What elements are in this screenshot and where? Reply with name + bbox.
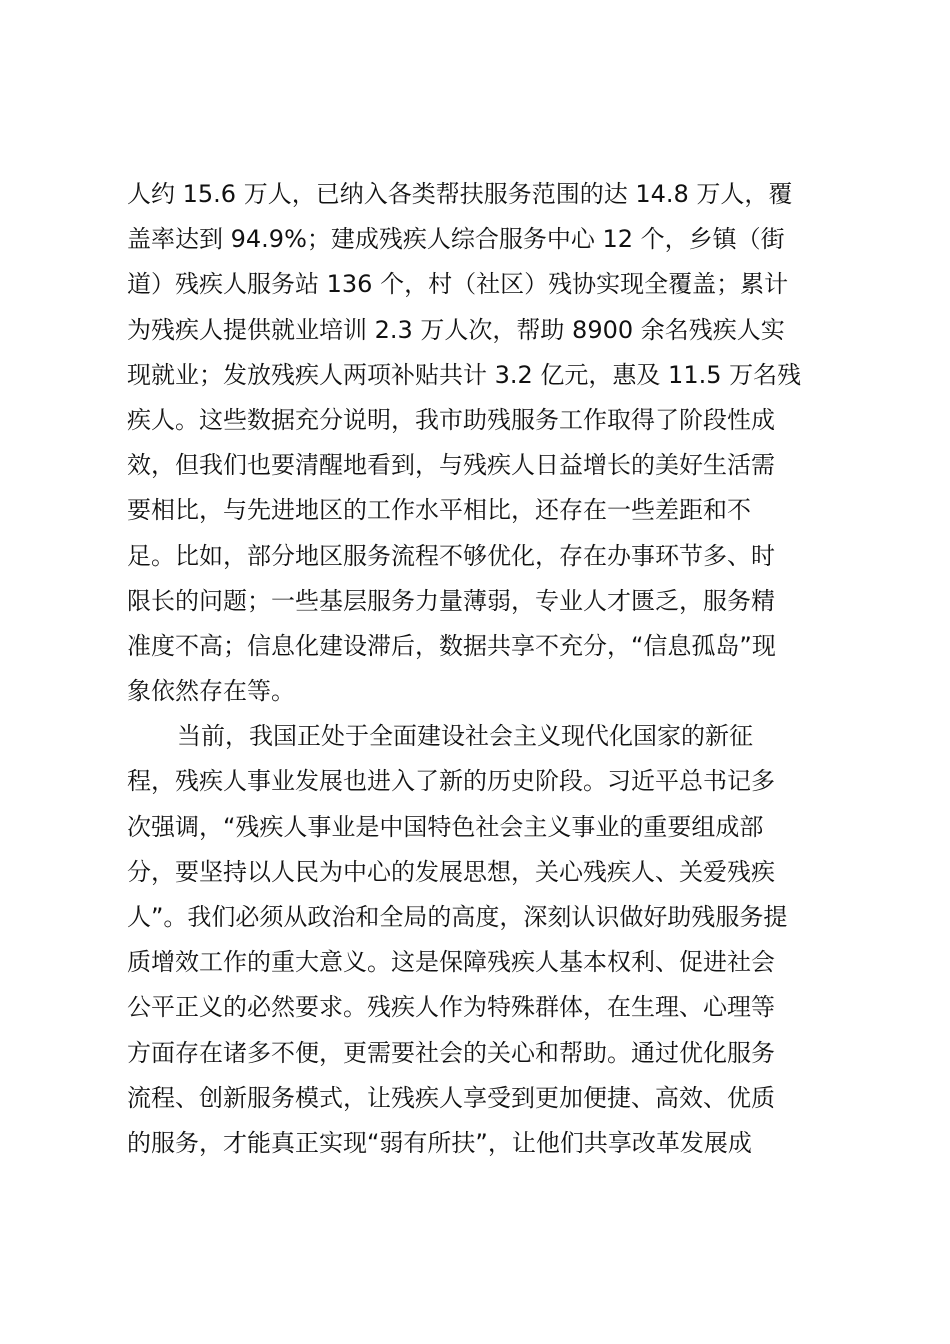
paragraph-line: 人”。我们必须从政治和全局的高度，深刻认识做好助残服务提	[127, 903, 788, 931]
paragraph-line: 要相比，与先进地区的工作水平相比，还存在一些差距和不	[127, 496, 751, 525]
paragraph-line: 疾人。这些数据充分说明，我市助残服务工作取得了阶段性成	[127, 405, 775, 434]
paragraph-line: 限长的问题；一些基层服务力量薄弱，专业人才匮乏，服务精	[127, 586, 775, 615]
paragraph-line: 道）残疾人服务站 136 个，村（社区）残协实现全覆盖；累计	[127, 270, 789, 299]
paragraph-line: 人约 15.6 万人，已纳入各类帮扶服务范围的达 14.8 万人，覆	[127, 180, 793, 208]
paragraph-line: 公平正义的必然要求。残疾人作为特殊群体，在生理、心理等	[127, 993, 775, 1022]
paragraph-line: 流程、创新服务模式，让残疾人享受到更加便捷、高效、优质	[127, 1083, 775, 1112]
paragraph-line: 次强调，“残疾人事业是中国特色社会主义事业的重要组成部	[127, 812, 764, 841]
paragraph-line: 象依然存在等。	[127, 677, 295, 706]
paragraph-line: 方面存在诸多不便，更需要社会的关心和帮助。通过优化服务	[127, 1038, 775, 1067]
paragraph-line: 足。比如，部分地区服务流程不够优化，存在办事环节多、时	[127, 541, 775, 570]
document-body	[127, 172, 839, 1166]
paragraph-line: 准度不高；信息化建设滞后，数据共享不充分，“信息孤岛”现	[127, 631, 776, 660]
paragraph-line: 现就业；发放残疾人两项补贴共计 3.2 亿元，惠及 11.5 万名残	[127, 360, 802, 389]
paragraph-line: 当前，我国正处于全面建设社会主义现代化国家的新征	[177, 722, 753, 751]
paragraph-line: 为残疾人提供就业培训 2.3 万人次，帮助 8900 余名残疾人实	[127, 315, 785, 344]
paragraph-line: 效，但我们也要清醒地看到，与残疾人日益增长的美好生活需	[127, 451, 775, 480]
paragraph-line: 的服务，才能真正实现“弱有所扶”，让他们共享改革发展成	[127, 1128, 752, 1157]
paragraph-line: 分，要坚持以人民为中心的发展思想，关心残疾人、关爱残疾	[127, 857, 775, 886]
paragraph-line: 质增效工作的重大意义。这是保障残疾人基本权利、促进社会	[127, 948, 775, 977]
paragraph-line: 盖率达到 94.9%；建成残疾人综合服务中心 12 个，乡镇（街	[127, 225, 785, 254]
paragraph-line: 程，残疾人事业发展也进入了新的历史阶段。习近平总书记多	[127, 767, 775, 796]
